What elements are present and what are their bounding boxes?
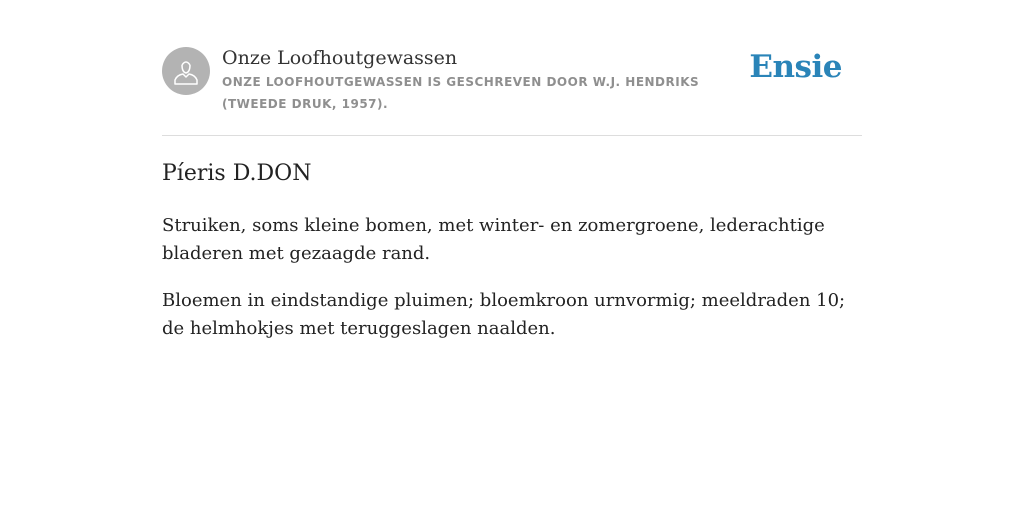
entry-body [162,212,862,362]
source-avatar[interactable] [162,47,210,95]
source-header [162,46,862,116]
user-outline-icon [171,56,201,86]
brand-logo[interactable]: Ensie [749,49,842,85]
source-description: ONZE LOOFHOUTGEWASSEN IS GESCHREVEN DOOR W.J. HENDRIKS (TWEEDE DRUK, 1957). [222,75,700,111]
entry-paragraph: Struiken, soms kleine bomen, met winter- en zomergroene, lederachtige bladeren met gezaagde rand. [162,215,825,264]
source-title[interactable]: Onze Loofhoutgewassen [222,47,458,69]
header-divider [162,135,862,136]
entry-paragraph: Bloemen in eindstandige pluimen; bloemkroon urnvormig; meeldraden 10; de helmhokjes met teruggeslagen naalden. [162,290,846,339]
entry-title: Píeris D.DON [162,161,312,186]
source-info [222,46,752,115]
